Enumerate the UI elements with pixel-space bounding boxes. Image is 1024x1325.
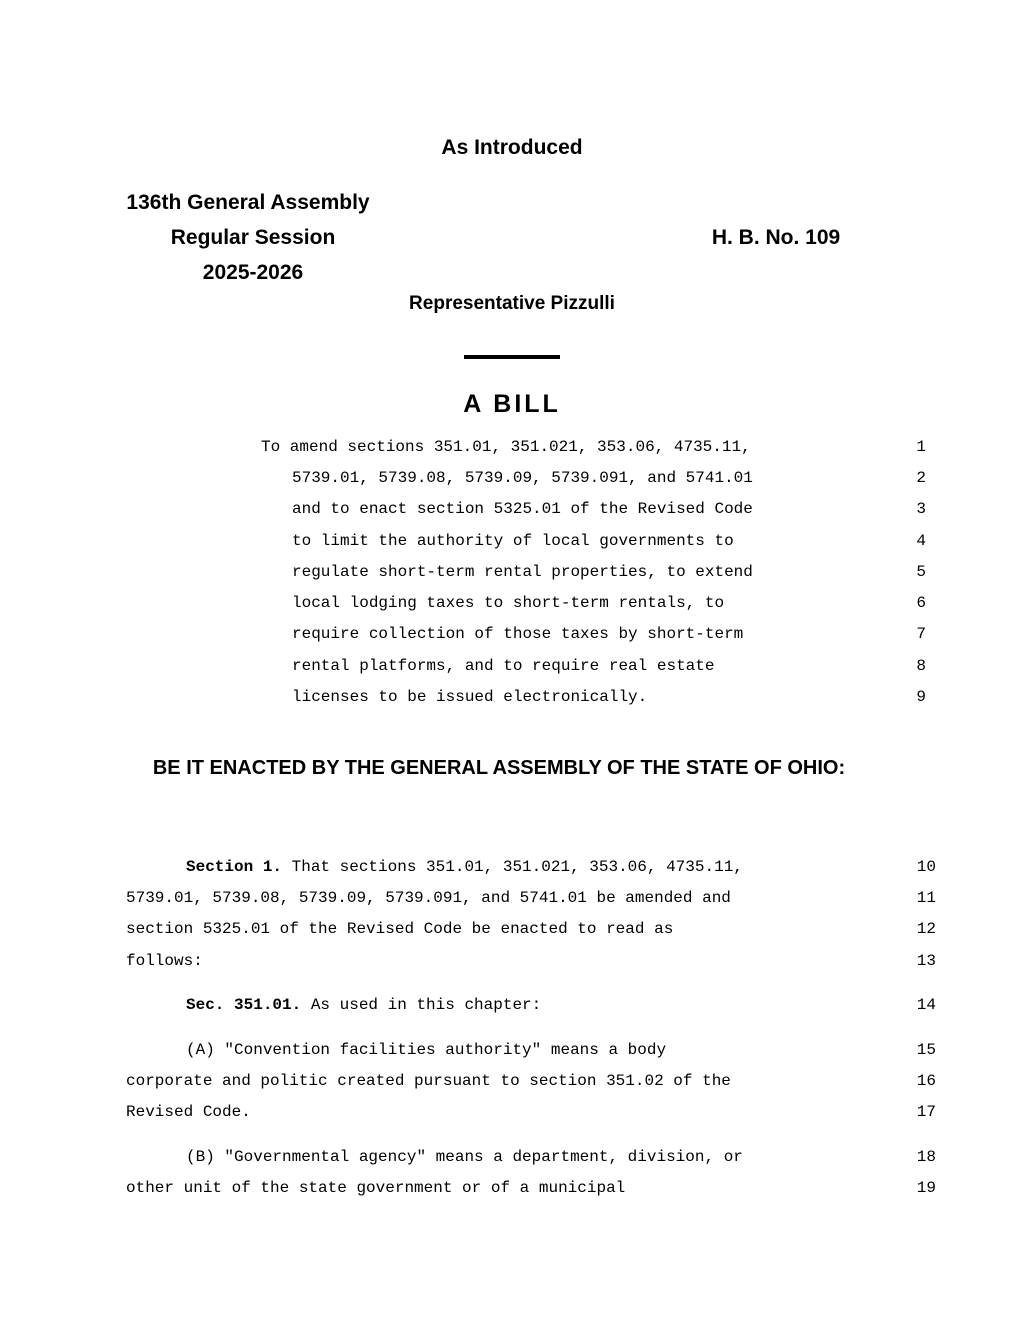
body-line: follows: <box>126 952 203 970</box>
enacting-clause: BE IT ENACTED BY THE GENERAL ASSEMBLY OF THE STATE OF OHIO: <box>152 757 846 779</box>
title-line: require collection of those taxes by short-term <box>292 625 744 643</box>
general-assembly: 136th General Assembly <box>126 191 370 214</box>
line-number: 6 <box>916 594 926 612</box>
line-number: 19 <box>916 1179 936 1197</box>
line-number: 8 <box>916 657 926 675</box>
line-number: 9 <box>916 688 926 706</box>
sponsor: Representative Pizzulli <box>409 293 615 314</box>
bill-heading: A BILL <box>463 390 561 418</box>
line-number: 18 <box>916 1148 936 1166</box>
line-number: 16 <box>916 1072 936 1090</box>
line-number: 14 <box>916 996 936 1014</box>
body-line: Revised Code. <box>126 1103 251 1121</box>
title-line: To amend sections 351.01, 351.021, 353.06, 4735.11, <box>261 438 751 456</box>
line-number: 13 <box>916 952 936 970</box>
body-line: (B) "Governmental agency" means a department, division, or <box>186 1148 743 1166</box>
title-line: rental platforms, and to require real estate <box>292 657 715 675</box>
bill-status: As Introduced <box>441 136 583 159</box>
line-number: 2 <box>916 469 926 487</box>
line-number: 3 <box>916 500 926 518</box>
title-line: local lodging taxes to short-term rentals, to <box>292 594 725 612</box>
line-number: 15 <box>916 1041 936 1059</box>
section-text: That sections 351.01, 351.021, 353.06, 4735.11, <box>282 858 743 876</box>
line-number: 1 <box>916 438 926 456</box>
section-label: Section 1. <box>186 858 283 876</box>
title-line: regulate short-term rental properties, to extend <box>292 563 753 581</box>
line-number: 11 <box>916 889 936 907</box>
body-line: (A) "Convention facilities authority" means a body <box>186 1041 667 1059</box>
line-number: 5 <box>916 563 926 581</box>
section-1-first-line <box>186 858 743 876</box>
body-line: other unit of the state government or of a municipal <box>126 1179 626 1197</box>
title-line: 5739.01, 5739.08, 5739.09, 5739.091, and 5741.01 <box>292 469 753 487</box>
line-number: 4 <box>916 532 926 550</box>
section-351-01-line <box>186 996 541 1014</box>
body-line: section 5325.01 of the Revised Code be enacted to read as <box>126 920 674 938</box>
title-divider <box>464 355 560 359</box>
body-line: corporate and politic created pursuant to section 351.02 of the <box>126 1072 731 1090</box>
line-number: 10 <box>916 858 936 876</box>
body-line: 5739.01, 5739.08, 5739.09, 5739.091, and 5741.01 be amended and <box>126 889 731 907</box>
section-label: Sec. 351.01. <box>186 996 302 1014</box>
line-number: 17 <box>916 1103 936 1121</box>
section-text: As used in this chapter: <box>301 996 542 1014</box>
title-line: to limit the authority of local governments to <box>292 532 734 550</box>
bill-number: H. B. No. 109 <box>711 226 841 249</box>
session-years: 2025-2026 <box>202 261 304 284</box>
title-line: and to enact section 5325.01 of the Revised Code <box>292 500 753 518</box>
line-number: 12 <box>916 920 936 938</box>
session-type: Regular Session <box>170 226 336 249</box>
title-line: licenses to be issued electronically. <box>292 688 648 706</box>
line-number: 7 <box>916 625 926 643</box>
